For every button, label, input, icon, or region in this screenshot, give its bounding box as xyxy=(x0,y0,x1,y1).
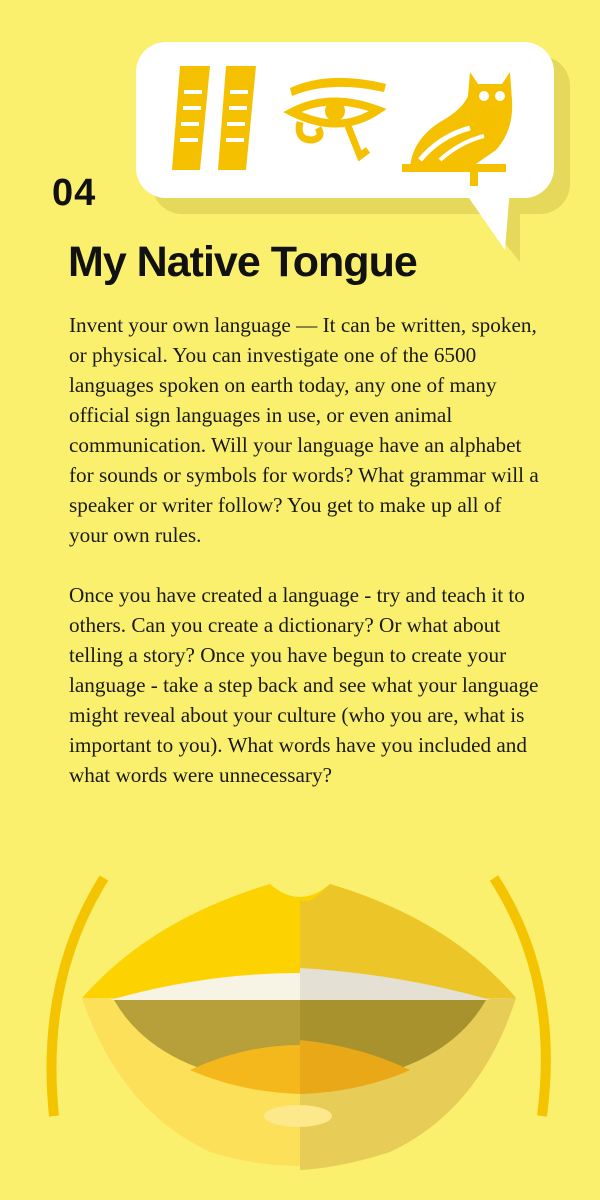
card-number: 04 xyxy=(52,172,97,214)
page-title: My Native Tongue xyxy=(68,238,417,286)
open-mouth-icon xyxy=(0,860,600,1200)
body-paragraph-2: Once you have created a language - try and teach it to others. Can you create a dictionary? Or what about telling a story? Once you have begun to create your language - take a step back and see what your language might reveal about your culture (who you are, what is important to you). What words have you included and what words were unnecessary? xyxy=(69,583,539,787)
card-body xyxy=(69,310,539,820)
body-paragraph-1: Invent your own language — It can be written, spoken, or physical. You can investigate one of the 6500 languages spoken on earth today, any one of many official sign languages in use, or even animal communication. Will your language have an alphabet for sounds or symbols for words? What grammar will a speaker or writer follow? You get to make up all of your own rules. xyxy=(69,313,539,547)
